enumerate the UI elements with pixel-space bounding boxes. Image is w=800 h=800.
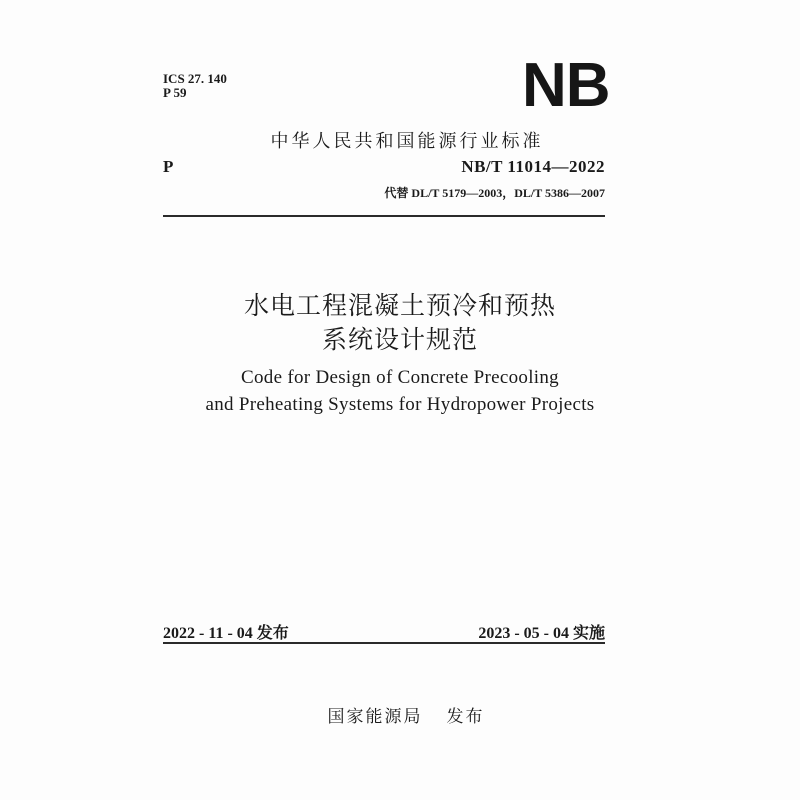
issue-date: 2022 - 11 - 04 发布 [163,625,289,642]
title-en-line2: and Preheating Systems for Hydropower Projects [205,394,595,415]
publish-action: 发布 [446,707,485,727]
title-cn-line1: 水电工程混凝土预冷和预热 [243,293,556,320]
publisher-line [0,702,800,727]
category-letter: P [163,157,174,176]
publisher-name: 国家能源局 [327,707,423,727]
bottom-divider [163,642,605,644]
nb-logo: NB [522,51,610,120]
ics-code: ICS 27. 140 [163,71,227,86]
title-en-line1: Code for Design of Concrete Precooling [241,367,559,388]
top-divider [163,215,605,217]
replaces-note: 代替 DL/T 5179—2003，DL/T 5386—2007 [384,186,605,200]
standard-number: NB/T 11014—2022 [461,157,605,176]
standard-category: 中华人民共和国能源行业标准 [270,131,544,152]
implementation-date: 2023 - 05 - 04 实施 [478,625,605,642]
classification-code: P 59 [163,85,187,100]
title-cn-line2: 系统设计规范 [321,327,478,354]
